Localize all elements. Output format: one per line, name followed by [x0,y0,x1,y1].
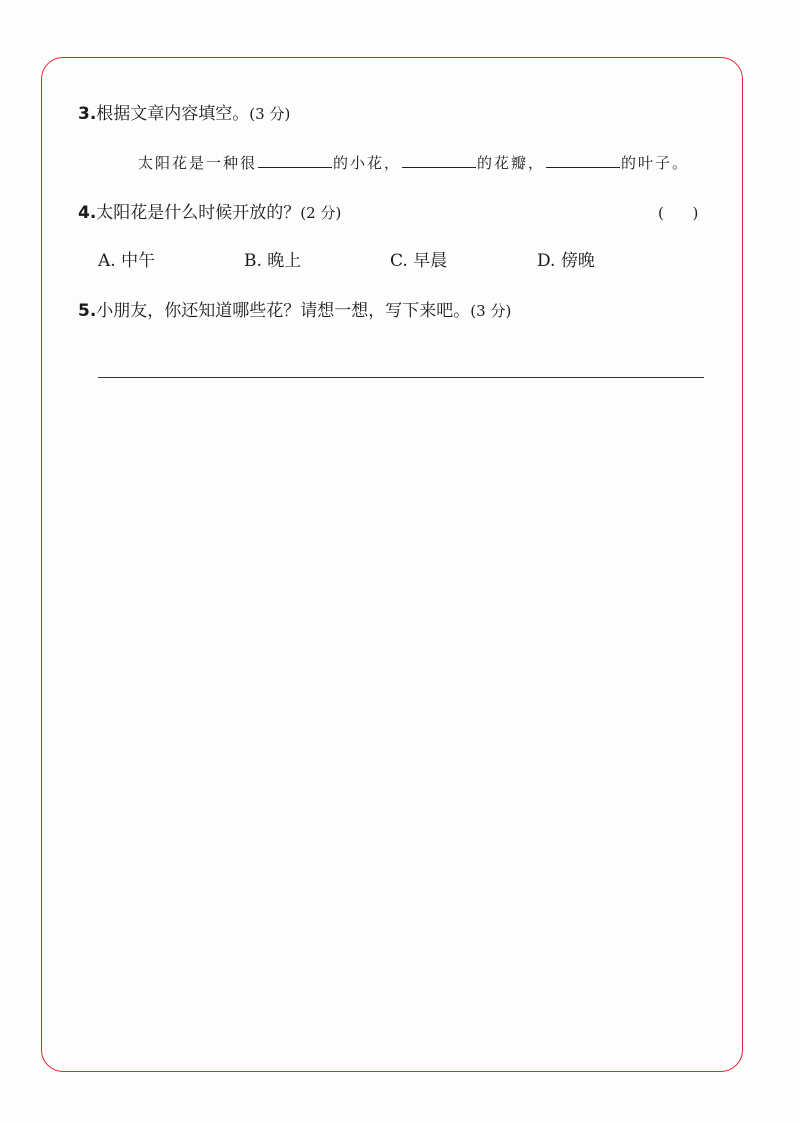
option-a[interactable]: A. 中午 [98,251,156,271]
option-b[interactable]: B. 晚上 [244,251,302,271]
question-4-score: (2 分) [300,204,342,222]
question-3 [78,103,290,125]
fill-blank-1[interactable] [258,151,332,168]
answer-writing-line[interactable] [98,377,704,378]
question-5-number: 5. [78,301,97,321]
option-c[interactable]: C. 早晨 [390,251,448,271]
question-4-number: 4. [78,203,97,223]
fill-text-4: 的叶子。 [621,154,690,172]
question-3-number: 3. [78,104,97,124]
fill-text-1: 太阳花是一种很 [138,154,258,172]
fill-text-2: 的小花， [333,154,402,172]
question-3-fill-sentence [138,151,689,174]
question-3-text: 根据文章内容填空。 [96,104,250,124]
option-d[interactable]: D. 傍晚 [537,251,595,271]
answer-parentheses[interactable]: ( ) [658,204,699,222]
question-4-text: 太阳花是什么时候开放的？ [96,203,301,223]
question-4 [78,202,341,224]
question-5-text: 小朋友，你还知道哪些花？请想一想，写下来吧。 [96,301,471,321]
fill-text-3: 的花瓣， [477,154,546,172]
fill-blank-3[interactable] [546,151,620,168]
question-5-score: (3 分) [470,302,512,320]
question-5 [78,300,511,322]
fill-blank-2[interactable] [402,151,476,168]
question-3-score: (3 分) [249,105,291,123]
